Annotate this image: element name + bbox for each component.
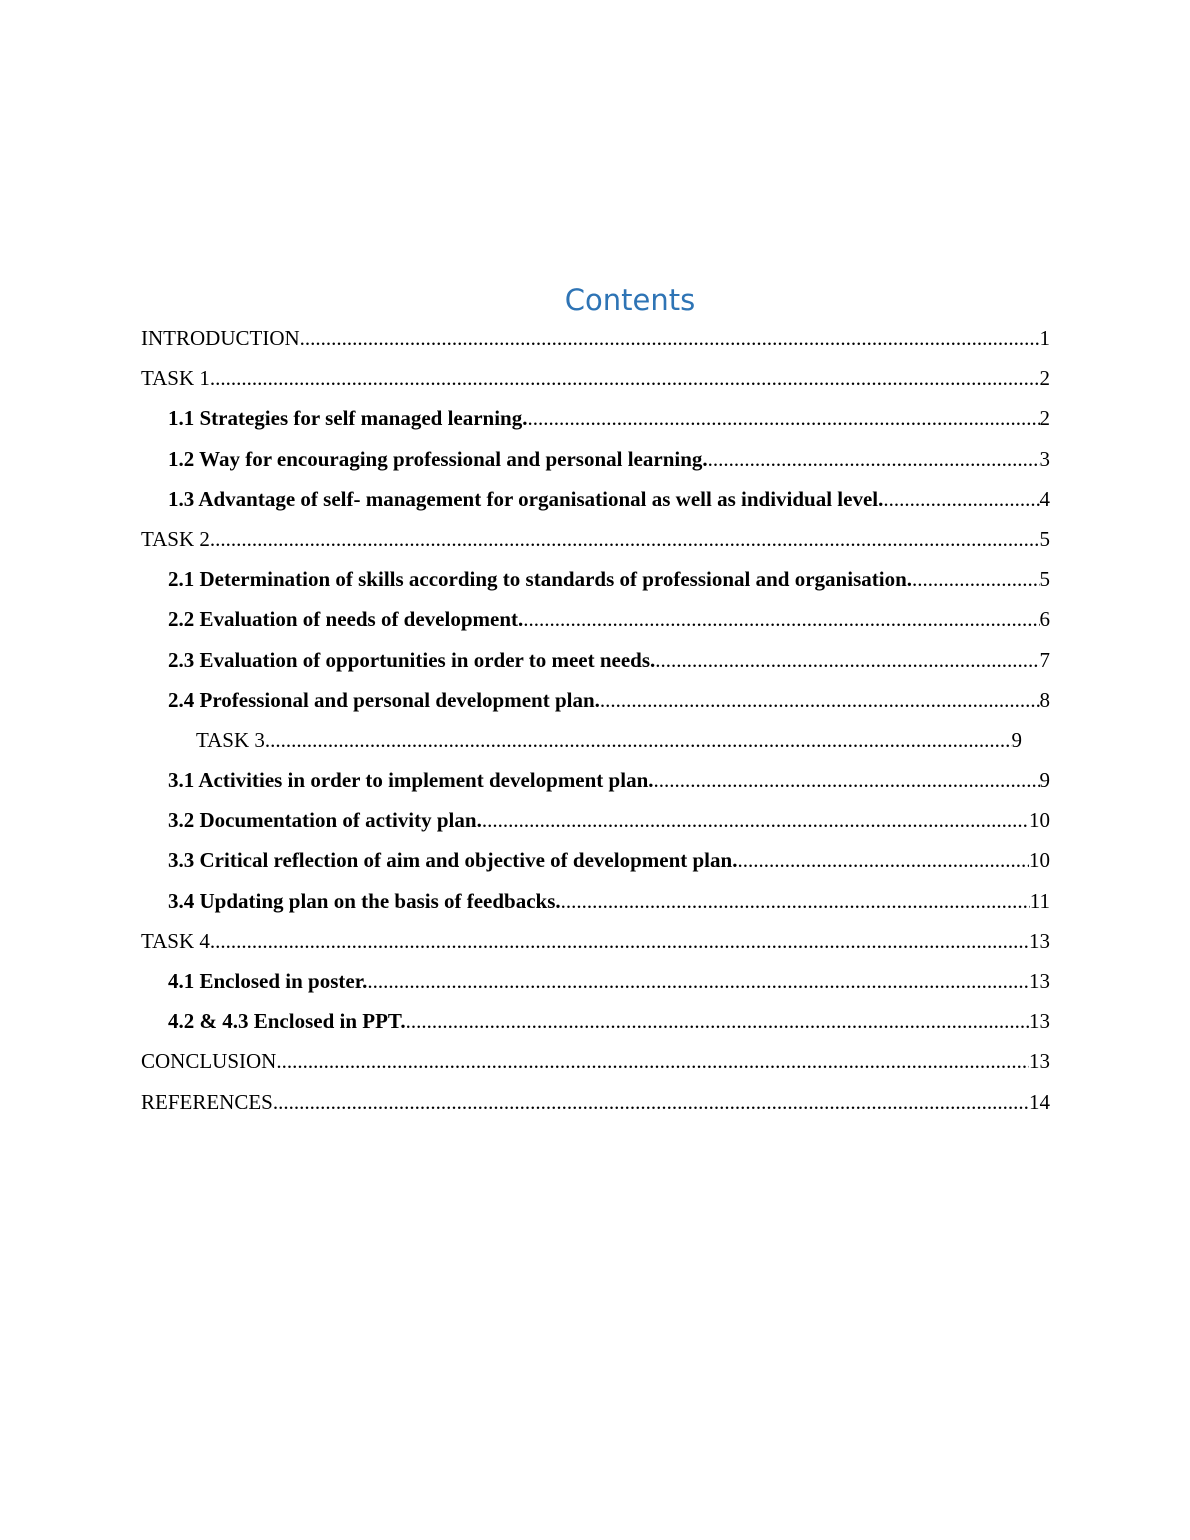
toc-entry[interactable] (141, 720, 1022, 760)
toc-entry-label: TASK 2 (141, 526, 210, 551)
toc-dot-leader (600, 680, 1040, 720)
toc-entry[interactable] (141, 760, 1050, 800)
toc-entry-label: INTRODUCTION (141, 326, 300, 350)
toc-page-number: 13 (1029, 1009, 1050, 1034)
toc-page-number: 10 (1029, 848, 1050, 873)
toc-entry-label: 3.2 Documentation of activity plan. (168, 808, 482, 833)
toc-dot-leader (737, 840, 1029, 880)
toc-dot-leader (367, 961, 1029, 1001)
toc-entry-label: 3.3 Critical reflection of aim and objective of development plan. (168, 848, 738, 873)
toc-entry[interactable] (141, 800, 1050, 840)
toc-entry-label: REFERENCES (141, 1089, 273, 1114)
toc-entry[interactable] (141, 318, 1050, 358)
toc-dot-leader (527, 398, 1039, 438)
toc-entry-label: 3.4 Updating plan on the basis of feedbacks. (168, 888, 561, 913)
toc-entry[interactable] (141, 559, 1050, 599)
toc-dot-leader (300, 318, 1040, 358)
toc-page-number: 14 (1029, 1089, 1050, 1114)
toc-entry[interactable] (141, 479, 1050, 519)
toc-page-number: 8 (1039, 687, 1050, 712)
toc-entry-label: 2.3 Evaluation of opportunities in order to meet needs. (168, 647, 656, 672)
toc-entry-label: CONCLUSION (141, 1049, 277, 1074)
toc-entry[interactable] (141, 1041, 1050, 1081)
toc-entry[interactable] (141, 1001, 1050, 1041)
toc-dot-leader (210, 519, 1040, 559)
toc-entry-label: 4.1 Enclosed in poster. (168, 969, 368, 993)
toc-dot-leader (883, 479, 1039, 519)
toc-entry-label: 3.1 Activities in order to implement development plan. (168, 768, 654, 793)
toc-entry-label: TASK 1 (141, 366, 210, 391)
toc-page-number: 11 (1029, 888, 1050, 913)
toc-page-number: 1 (1039, 326, 1050, 350)
toc-page-number: 6 (1039, 607, 1050, 632)
toc-entry[interactable] (141, 881, 1050, 921)
toc-dot-leader (265, 720, 1012, 760)
table-of-contents (141, 318, 1050, 1122)
toc-page-number: 10 (1029, 808, 1050, 833)
toc-page-number: 2 (1039, 366, 1050, 391)
toc-entry[interactable] (141, 680, 1050, 720)
toc-page-number: 9 (1011, 727, 1022, 752)
toc-entry[interactable] (141, 921, 1050, 961)
toc-entry[interactable] (141, 961, 1050, 1001)
toc-page-number: 3 (1039, 446, 1050, 471)
toc-entry-label: TASK 3 (196, 727, 265, 752)
toc-entry-label: 1.3 Advantage of self- management for organisational as well as individual level. (168, 486, 884, 511)
toc-entry[interactable] (141, 840, 1050, 880)
toc-entry[interactable] (141, 398, 1050, 438)
toc-page-number: 7 (1039, 647, 1050, 672)
toc-dot-leader (273, 1082, 1029, 1122)
toc-entry[interactable] (141, 1082, 1050, 1122)
toc-dot-leader (406, 1001, 1029, 1041)
toc-page-number: 13 (1029, 928, 1050, 953)
toc-entry[interactable] (141, 519, 1050, 559)
toc-dot-leader (654, 760, 1040, 800)
toc-dot-leader (482, 800, 1029, 840)
toc-entry-label: 2.2 Evaluation of needs of development. (168, 607, 524, 632)
toc-dot-leader (655, 640, 1039, 680)
toc-page-number: 13 (1029, 969, 1050, 993)
toc-entry[interactable] (141, 640, 1050, 680)
toc-entry-label: 2.4 Professional and personal development plan. (168, 687, 600, 712)
toc-dot-leader (210, 921, 1029, 961)
toc-page-number: 4 (1039, 486, 1050, 511)
page-title: Contents (564, 283, 696, 317)
toc-dot-leader (912, 559, 1040, 599)
toc-entry[interactable] (141, 599, 1050, 639)
toc-entry-label: 2.1 Determination of skills according to standards of professional and organisation. (168, 567, 912, 592)
toc-entry-label: TASK 4 (141, 928, 210, 953)
toc-page-number: 9 (1039, 768, 1050, 793)
toc-page-number: 5 (1039, 567, 1050, 592)
toc-dot-leader (276, 1041, 1029, 1081)
toc-entry-label: 1.1 Strategies for self managed learning. (168, 406, 528, 431)
toc-dot-leader (210, 358, 1040, 398)
toc-entry-label: 1.2 Way for encouraging professional and personal learning. (168, 446, 708, 471)
toc-page-number: 5 (1039, 526, 1050, 551)
toc-dot-leader (708, 439, 1040, 479)
toc-dot-leader (523, 599, 1039, 639)
toc-page-number: 2 (1039, 406, 1050, 431)
toc-entry[interactable] (141, 439, 1050, 479)
toc-page-number: 13 (1029, 1049, 1050, 1074)
toc-entry[interactable] (141, 358, 1050, 398)
toc-dot-leader (561, 881, 1030, 921)
toc-entry-label: 4.2 & 4.3 Enclosed in PPT. (168, 1009, 406, 1034)
